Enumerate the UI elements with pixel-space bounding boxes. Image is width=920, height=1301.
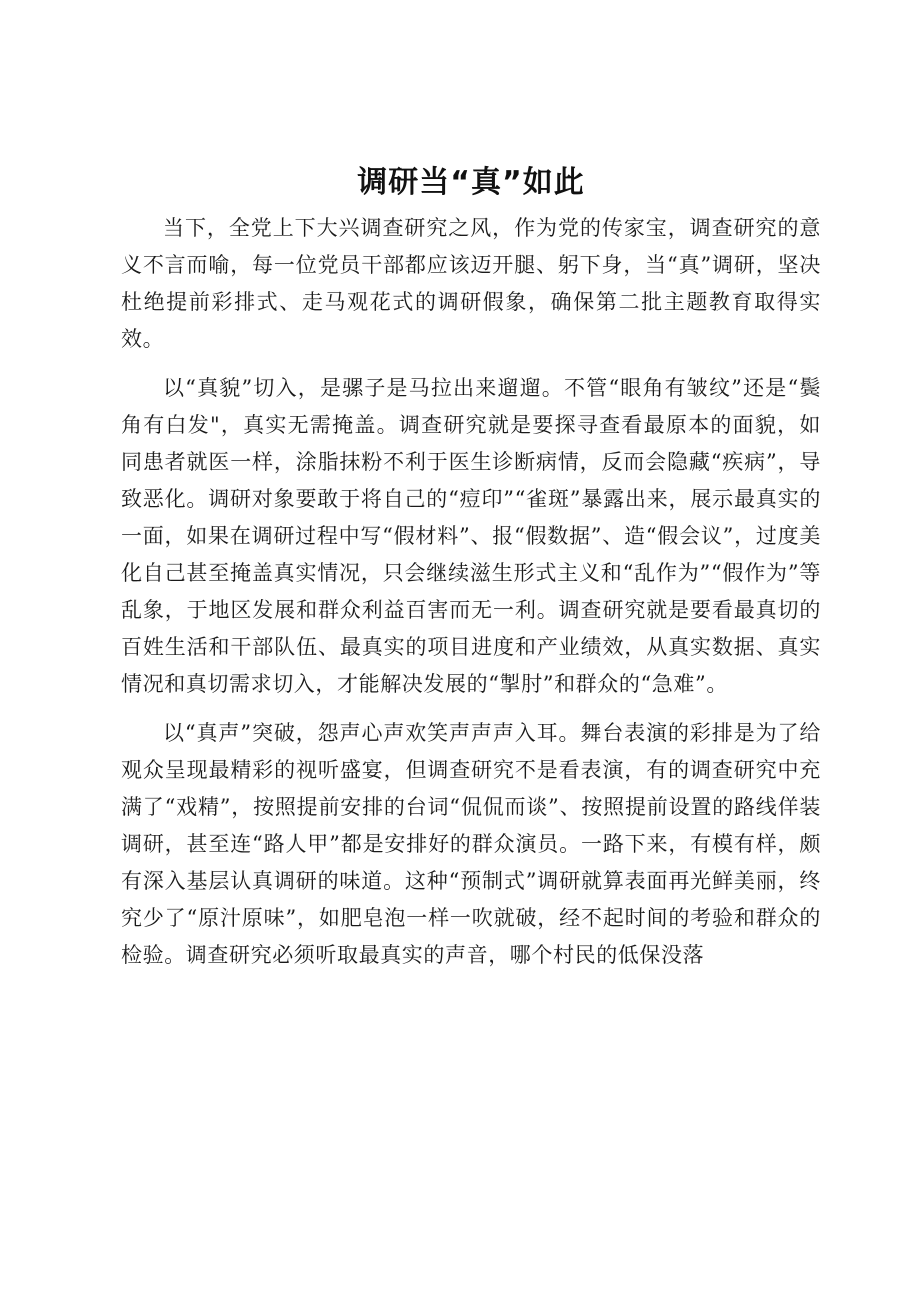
document-page [121,160,821,986]
paragraph-true-voice: 以“真声”突破，怨声心声欢笑声声声入耳。舞台表演的彩排是为了给观众呈现最精彩的视听盛宴，但调查研究不是看表演，有的调查研究中充满了“戏精”，按照提前安排的台词“侃侃而谈”、按照提前设置的路线佯装调研，甚至连“路人甲”都是安排好的群众演员。一路下来，有模有样，颇有深入基层认真调研的味道。这种“预制式”调研就算表面再光鲜美丽，终究少了“原汁原味”，如肥皂泡一样一吹就破，经不起时间的考验和群众的检验。调查研究必须听取最真实的声音，哪个村民的低保没落 [121,721,821,967]
document-title: 调研当“真”如此 [357,165,585,200]
paragraph-intro: 当下，全党上下大兴调查研究之风，作为党的传家宝，调查研究的意义不言而喻，每一位党员干部都应该迈开腿、躬下身，当“真”调研，坚决杜绝提前彩排式、走马观花式的调研假象，确保第二批主题教育取得实效。 [121,216,821,351]
paragraph-true-appearance: 以“真貌”切入，是骡子是马拉出来遛遛。不管“眼角有皱纹”还是“鬓角有白发"，真实无需掩盖。调查研究就是要探寻查看最原本的面貌，如同患者就医一样，涂脂抹粉不利于医生诊断病情，反而会隐藏“疾病”，导致恶化。调研对象要敢于将自己的“痘印”“雀斑”暴露出来，展示最真实的一面，如果在调研过程中写“假材料”、报“假数据”、造“假会议”，过度美化自己甚至掩盖真实情况，只会继续滋生形式主义和“乱作为”“假作为”等乱象，于地区发展和群众利益百害而无一利。调查研究就是要看最真切的百姓生活和干部队伍、最真实的项目进度和产业绩效，从真实数据、真实情况和真切需求切入，才能解决发展的“掣肘”和群众的“急难”。 [121,376,821,696]
